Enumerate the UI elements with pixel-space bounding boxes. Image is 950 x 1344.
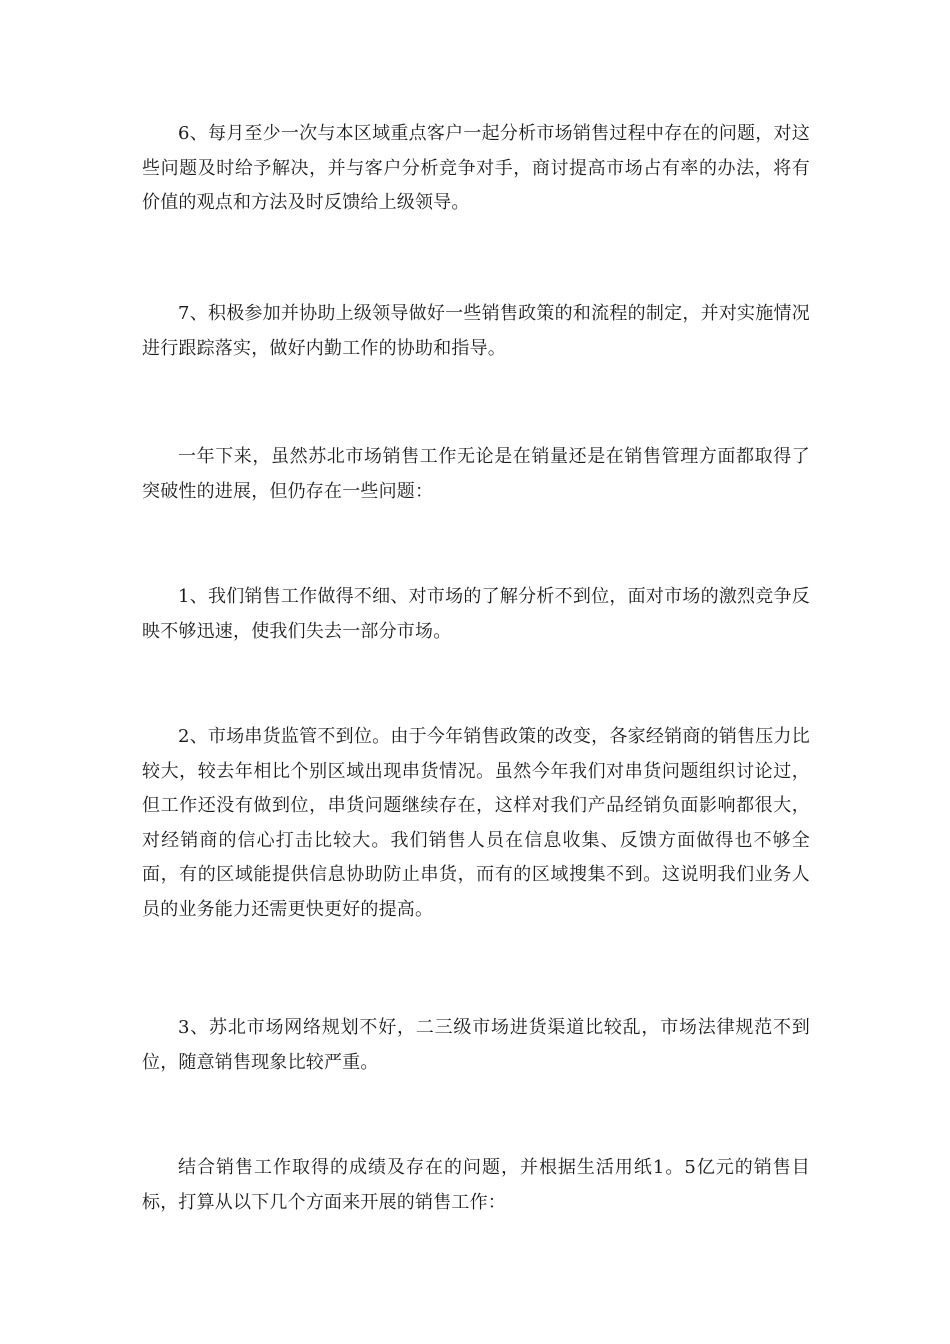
paragraph-issue-2: 2、市场串货监管不到位。由于今年销售政策的改变，各家经销商的销售压力比较大，较去年相比个别区域出现串货情况。虽然今年我们对串货问题组织讨论过，但工作还没有做到位，串货问题继续存在，这样对我们产品经销负面影响都很大，对经销商的信心打击比较大。我们销售人员在信息收集、反馈方面做得也不够全面，有的区域能提供信息协助防止串货，而有的区域搜集不到。这说明我们业务人员的业务能力还需更快更好的提高。: [142, 726, 810, 920]
paragraph-issue-3: 3、苏北市场网络规划不好，二三级市场进货渠道比较乱，市场法律规范不到位，随意销售现象比较严重。: [142, 1017, 810, 1073]
paragraph-issue-1: 1、我们销售工作做得不细、对市场的了解分析不到位，面对市场的激烈竞争反映不够迅速，使我们失去一部分市场。: [142, 586, 810, 642]
paragraph-summary: 一年下来，虽然苏北市场销售工作无论是在销量还是在销售管理方面都取得了突破性的进展，但仍存在一些问题：: [142, 446, 810, 502]
paragraph-item-6: 6、每月至少一次与本区域重点客户一起分析市场销售过程中存在的问题，对这些问题及时给予解决，并与客户分析竞争对手，商讨提高市场占有率的办法，将有价值的观点和方法及时反馈给上级领导。: [142, 123, 810, 213]
paragraph-plan-intro: 结合销售工作取得的成绩及存在的问题，并根据生活用纸1。5亿元的销售目标，打算从以下几个方面来开展的销售工作：: [142, 1157, 810, 1213]
paragraph-item-7: 7、积极参加并协助上级领导做好一些销售政策的和流程的制定，并对实施情况进行跟踪落实，做好内勤工作的协助和指导。: [142, 303, 810, 359]
